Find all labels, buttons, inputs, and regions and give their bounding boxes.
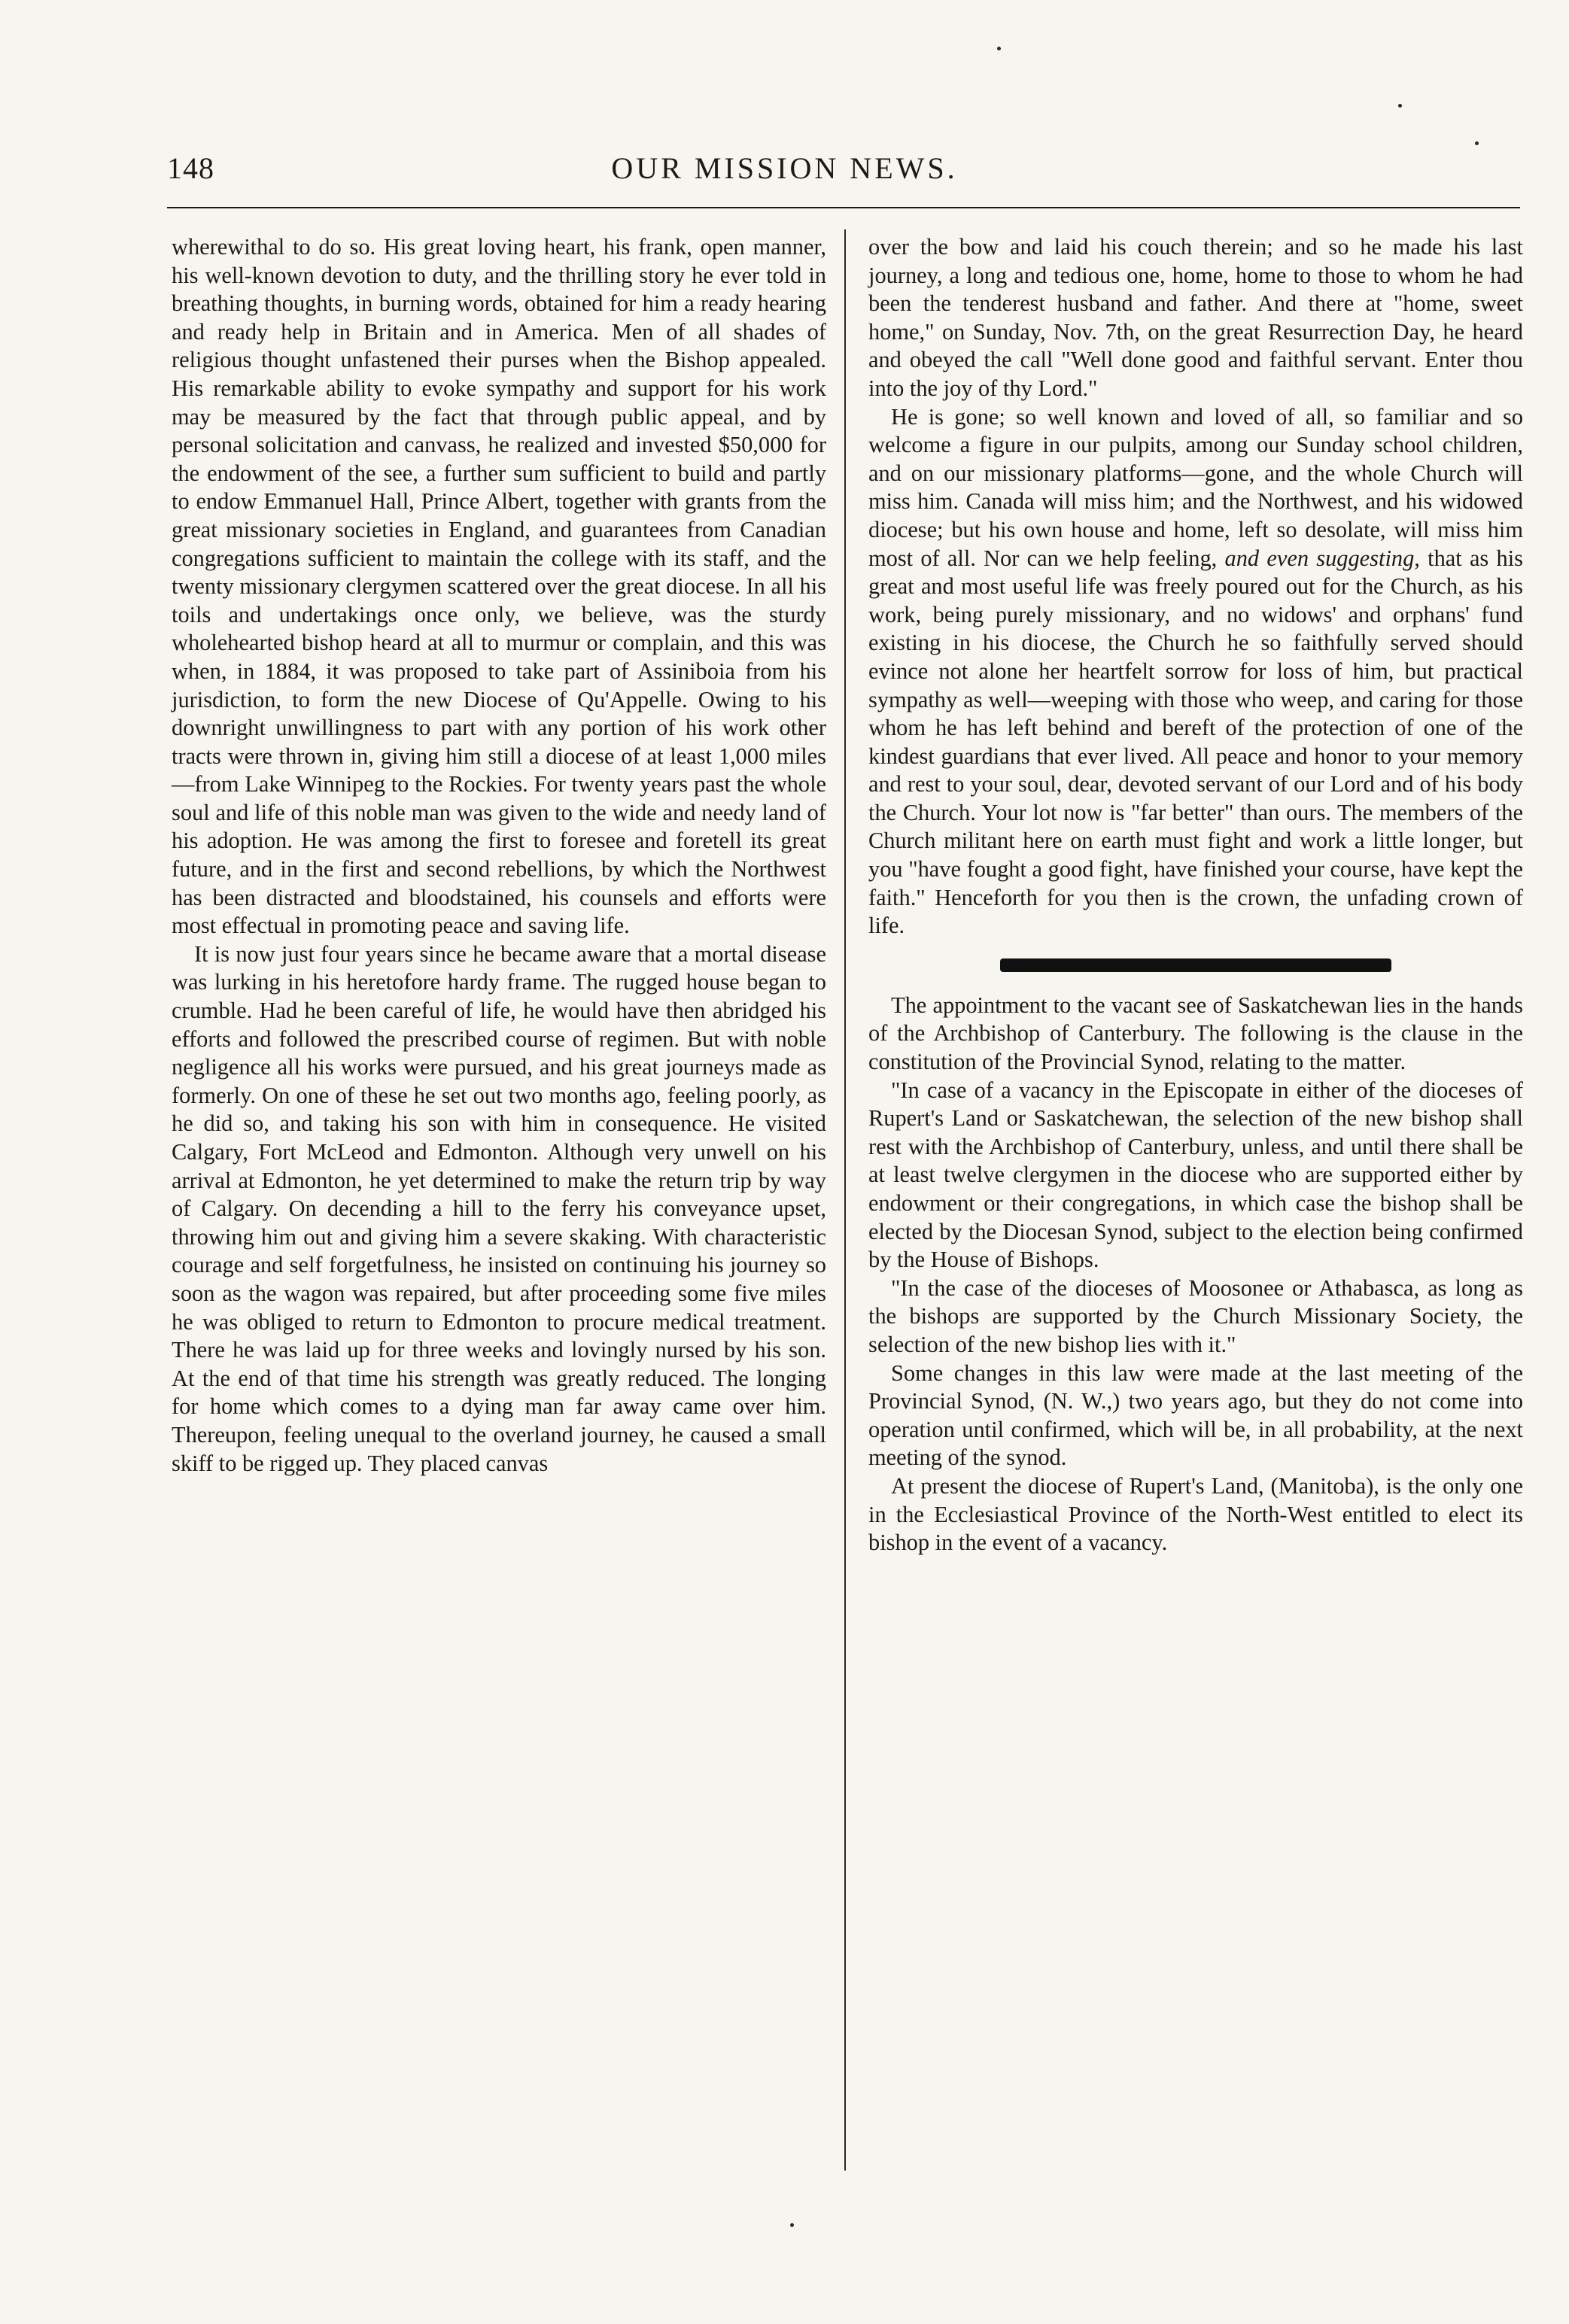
- paragraph: Some changes in this law were made at the last meeting of the Provincial Synod, (N. W.,) two years ago, but they do not come into operation until confirmed, which will be, in all probability, at the next meeting of the synod.: [868, 1359, 1523, 1471]
- paragraph: wherewithal to do so. His great loving heart, his frank, open manner, his well-known devotion to duty, and the thrilling story he ever told in breathing thoughts, in burning words, obtained for him a ready hearing and ready help in Britain and in America. Men of all shades of religious thought unfastened their purses when the Bishop appealed. His remarkable ability to evoke sympathy and support for his work may be measured by the fact that through public appeal, and by personal solicitation and canvass, he realized and invested $50,000 for the endowment of the see, a further sum sufficient to build and partly to endow Emmanuel Hall, Prince Albert, together with grants from the great missionary societies in England, and guarantees from Canadian congregations sufficient to maintain the college with its staff, and the twenty missionary clergymen scattered over the great diocese. In all his toils and undertakings once only, we believe, was the sturdy wholehearted bishop heard at all to murmur or complain, and this was when, in 1884, it was proposed to take part of Assiniboia from his jurisdiction, to form the new Diocese of Qu'Appelle. Owing to his downright unwillingness to part with any portion of his work other tracts were thrown in, giving him still a diocese of at least 1,000 miles—from Lake Winnipeg to the Rockies. For twenty years past the whole soul and life of this noble man was given to the wide and needy land of his adoption. He was among the first to foresee and foretell its great future, and in the first and second rebellions, by which the Northwest has been distracted and bloodstained, his counsels and efforts were most effectual in promoting peace and saving life.: [172, 234, 826, 939]
- print-speck: [997, 47, 1001, 50]
- emphasis-text: and even suggesting,: [1224, 545, 1420, 571]
- paragraph: over the bow and laid his couch therein; and so he made his last journey, a long and tedious one, home, home to those to whom he had been the tenderest husband and father. And there at "home, sweet home," on Sunday, Nov. 7th, on the great Resurrection Day, he heard and obeyed the call "Well done good and faithful servant. Enter thou into the joy of thy Lord.": [868, 234, 1523, 401]
- right-column: [868, 233, 1523, 1557]
- print-speck: [790, 2223, 794, 2227]
- print-speck: [1475, 141, 1479, 145]
- paragraph-text: He is gone; so well known and loved of all, so familiar and so welcome a figure in our pulpits, among our Sunday school children, and on our missionary platforms—gone, and the whole Church will miss him. Canada will miss him; and the Northwest, and his widowed diocese; but his own house and home, left so desolate, will miss him most of all. Nor can we help feeling,: [868, 403, 1523, 571]
- paragraph: [868, 403, 1523, 940]
- column-rule: [844, 229, 846, 2171]
- paragraph: The appointment to the vacant see of Saskatchewan lies in the hands of the Archbishop of Canterbury. The following is the clause in the constitution of the Provincial Synod, relating to the matter.: [868, 992, 1523, 1075]
- paragraph: At present the diocese of Rupert's Land, (Manitoba), is the only one in the Ecclesiastical Province of the North-West entitled to elect its bishop in the event of a vacancy.: [868, 1472, 1523, 1556]
- left-column: [172, 233, 826, 1478]
- header-rule: [167, 207, 1520, 208]
- print-speck: [1398, 104, 1402, 108]
- paragraph: It is now just four years since he became aware that a mortal disease was lurking in his heretofore hardy frame. The rugged house began to crumble. Had he been careful of life, he would have then abridged his efforts and followed the prescribed course of regimen. But with noble negligence all his works were pursued, and his great journeys made as formerly. On one of these he set out two months ago, feeling poorly, as he did so, and taking his son with him in consequence. He visited Calgary, Fort McLeod and Edmonton. Although very unwell on his arrival at Edmonton, he yet determined to make the return trip by way of Calgary. On decending a hill to the ferry his conveyance upset, throwing him out and giving him a severe skaking. With characteristic courage and self forgetfulness, he insisted on continuing his journey so soon as the wagon was repaired, but after proceeding some five miles he was obliged to return to Edmonton to procure medical treatment. There he was laid up for three weeks and lovingly nursed by his son. At the end of that time his strength was greatly reduced. The longing for home which comes to a dying man far away came over him. Thereupon, feeling unequal to the overland journey, he caused a small skiff to be rigged up. They placed canvas: [172, 940, 826, 1476]
- page-number: 148: [167, 151, 214, 185]
- paragraph-text: that as his great and most useful life was freely poured out for the Church, as his work, being purely missionary, and no widows' and orphans' fund existing in his diocese, the Church he so faithfully served should evince not alone her heartfelt sorrow for loss of him, but practical sympathy as well—weeping with those who weep, and caring for those whom he has left behind and bereft of the protection of one of the kindest guardians that ever lived. All peace and honor to your memory and rest to your soul, dear, devoted servant of our Lord and of his body the Church. Your lot now is "far better" than ours. The members of the Church militant here on earth must fight and work a little longer, but you "have fought a good fight, have finished your course, have kept the faith." Henceforth for you then is the crown, the unfading crown of life.: [868, 545, 1523, 939]
- paragraph: "In case of a vacancy in the Episcopate in either of the dioceses of Rupert's Land or Saskatchewan, the selection of the new bishop shall rest with the Archbishop of Canterbury, unless, and until there shall be at least twelve clergymen in the diocese who are supported either by endowment or their congregations, in which case the bishop shall be elected by the Diocesan Synod, subject to the election being confirmed by the House of Bishops.: [868, 1077, 1523, 1273]
- section-separator: [1000, 958, 1391, 972]
- paragraph: "In the case of the dioceses of Moosonee or Athabasca, as long as the bishops are supported by the Church Missionary Society, the selection of the new bishop lies with it.": [868, 1274, 1523, 1357]
- running-head-title: OUR MISSION NEWS.: [611, 151, 958, 185]
